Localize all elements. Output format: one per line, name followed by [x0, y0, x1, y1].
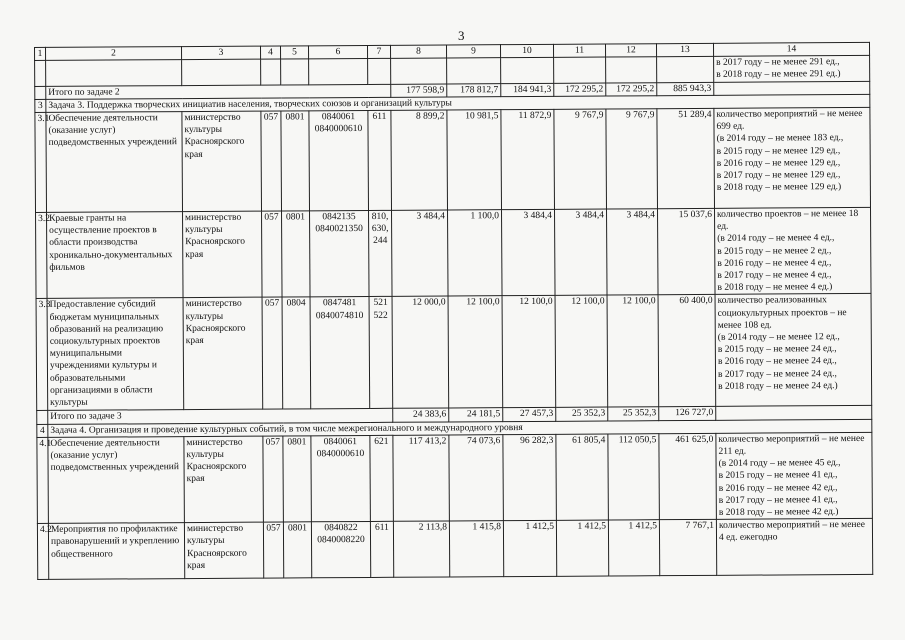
result-cell: в 2017 году – не менее 291 ед., в 2018 году – не менее 291 ед.) [714, 56, 870, 82]
header-col-5: 5 [280, 46, 308, 59]
vr-code: 611 [368, 110, 392, 210]
year-value: 7 767,1 [659, 520, 716, 576]
header-col-7: 7 [367, 45, 390, 58]
expected-result: количество мероприятий – не менее 211 ед. (в 2014 году – не менее 45 ед., в 2015 году – не менее 41 ед., в 2016 году – не менее 42 ед., в 2017 году – не менее 41 ед., в 2018 году – не менее 42 ед.) [716, 432, 873, 519]
year-value: 1 415,8 [449, 521, 503, 577]
empty-cell [447, 58, 501, 84]
year-value: 3 484,4 [392, 210, 449, 297]
empty-cell [554, 57, 606, 83]
row-number: 4.1 [37, 437, 49, 523]
empty-cell [368, 59, 391, 85]
empty-cell [309, 59, 368, 85]
year-value: 461 625,0 [659, 433, 717, 520]
task-title: Задача 3. Поддержка творческих инициатив населения, творческих союзов и организаций культуры [46, 94, 870, 112]
header-col-1: 1 [35, 47, 46, 60]
expected-result: количество реализованных социокультурных проектов – не менее 108 ед. (в 2014 году – не менее 12 ед., в 2015 году – не менее 24 ед., в 2016 году – не менее 24 ед., в 2017 году – не менее 24 ед., в 2018 году – не менее 24 ед.) [715, 294, 872, 407]
vr-code: 521 522 [369, 297, 393, 409]
year-value: 112 050,5 [608, 434, 660, 521]
year-value: 11 872,9 [501, 109, 555, 209]
empty-cell [261, 59, 281, 85]
task-title: Задача 4. Организация и проведение культурных событий, в том числе межрегионального и международного уровня [48, 419, 872, 437]
header-col-10: 10 [500, 44, 553, 58]
total-label: Итого по задаче 3 [48, 409, 393, 424]
rzpr-code: 0801 [283, 522, 311, 578]
empty-cell [46, 60, 182, 86]
year-value: 10 981,5 [447, 110, 502, 210]
expected-result: количество мероприятий – не менее 699 ед. (в 2014 году – не менее 183 ед., в 2015 году – не менее 129 ед., в 2016 году – не менее 129 ед., в 2017 году – не менее 129 ед., в 2018 году – не менее 129 ед.) [714, 107, 871, 208]
header-col-8: 8 [390, 45, 446, 59]
empty-cell [391, 58, 447, 84]
total-value: 885 943,3 [657, 82, 714, 96]
total-value: 25 352,3 [556, 407, 608, 421]
grbs-name: министерство культуры Красноярского края [183, 211, 263, 298]
empty-cell [35, 61, 46, 86]
total-value: 172 295,2 [606, 82, 657, 96]
row-3-1 [35, 107, 871, 212]
empty-cell [281, 59, 309, 85]
budget-table [34, 42, 873, 580]
csr-code: 0840822 0840008220 [311, 522, 370, 578]
vr-code: 611 [370, 522, 393, 578]
grbs-code: 057 [263, 436, 284, 523]
grbs-code: 057 [261, 111, 282, 211]
csr-code: 0840061 0840000610 [311, 435, 371, 522]
year-value: 1 412,5 [608, 520, 659, 576]
measure-name: Обеспечение деятельности (оказание услуг) подведомственных учреждений [46, 112, 183, 213]
header-col-3: 3 [182, 46, 261, 60]
rzpr-code: 0801 [283, 436, 312, 523]
vr-code: 621 [370, 435, 394, 522]
empty-cell [716, 406, 872, 420]
header-col-14: 14 [713, 42, 869, 56]
total-value: 126 727,0 [659, 407, 716, 421]
year-value: 74 073,6 [449, 434, 504, 521]
measure-name: Краевые гранты на осуществление проектов в области производства хроникально-документальных фильмов [47, 212, 184, 299]
year-value: 117 413,2 [393, 435, 450, 522]
year-value: 60 400,0 [658, 295, 716, 407]
header-col-4: 4 [260, 46, 280, 59]
empty-cell [37, 411, 48, 424]
year-value: 51 289,4 [657, 108, 715, 208]
year-value: 12 100,0 [607, 295, 659, 407]
row-number: 3.1 [35, 112, 47, 212]
year-value: 2 113,8 [393, 521, 449, 577]
empty-cell [35, 86, 46, 99]
year-value: 3 484,4 [502, 209, 556, 296]
total-value: 24 181,5 [449, 408, 503, 422]
page-number: 3 [458, 28, 465, 43]
expected-result: количество проектов – не менее 18 ед. (в 2014 году – не менее 4 ед., в 2015 году – не менее 2 ед., в 2016 году – не менее 4 ед., в 2017 году – не менее 4 ед., в 2018 году – не менее 4 ед.) [714, 207, 871, 294]
empty-cell [714, 81, 870, 95]
year-value: 12 100,0 [502, 296, 556, 408]
year-value: 1 412,5 [503, 521, 556, 577]
csr-code: 0840061 0840000610 [309, 110, 369, 210]
row-3-3 [36, 294, 872, 411]
row-number: 3.2 [36, 212, 48, 298]
empty-cell [182, 59, 261, 85]
vr-code: 810, 630, 244 [369, 210, 393, 297]
year-value: 9 767,9 [554, 109, 607, 209]
total-value: 172 295,2 [554, 83, 606, 97]
year-value: 12 000,0 [392, 296, 449, 408]
task-number: 4 [37, 424, 48, 437]
rzpr-code: 0801 [281, 111, 310, 211]
year-value: 3 484,4 [555, 209, 608, 296]
total-value: 27 457,3 [503, 408, 556, 422]
grbs-code: 057 [262, 297, 283, 409]
empty-cell [657, 57, 714, 83]
year-value: 96 282,3 [503, 434, 557, 521]
row-4-1 [37, 432, 873, 524]
total-value: 24 383,6 [393, 408, 449, 422]
table-body [35, 42, 873, 579]
year-value: 9 767,9 [606, 109, 658, 209]
year-value: 61 805,4 [556, 434, 609, 521]
rzpr-code: 0804 [282, 297, 311, 409]
year-value: 15 037,6 [657, 208, 715, 295]
empty-cell [606, 57, 657, 83]
grbs-name: министерство культуры Красноярского края [184, 436, 264, 523]
header-col-6: 6 [308, 45, 367, 59]
expected-result: количество мероприятий – не менее 4 ед. ежегодно [716, 519, 872, 576]
header-col-13: 13 [656, 43, 713, 57]
year-value: 1 412,5 [556, 520, 608, 576]
grbs-code: 057 [262, 211, 283, 298]
task-number: 3 [35, 99, 46, 112]
total-value: 184 941,3 [501, 83, 554, 97]
rzpr-code: 0801 [282, 211, 311, 298]
year-value: 12 100,0 [555, 295, 608, 407]
measure-name: Мероприятия по профилактике правонарушений и укреплению общественного [48, 523, 184, 580]
header-col-12: 12 [605, 44, 656, 58]
grbs-name: министерство культуры Красноярского края [182, 111, 262, 211]
year-value: 8 899,2 [391, 110, 448, 210]
csr-code: 0847481 0840074810 [310, 297, 370, 409]
total-label: Итого по задаче 2 [46, 84, 391, 99]
year-value: 3 484,4 [607, 209, 659, 296]
total-value: 178 812,7 [447, 83, 501, 97]
csr-code: 0842135 0840021350 [310, 210, 370, 297]
measure-name: Обеспечение деятельности (оказание услуг) подведомственных учреждений [48, 436, 185, 523]
row-3-2 [36, 207, 872, 299]
row-4-2 [37, 519, 872, 580]
total-value: 25 352,3 [608, 407, 659, 421]
row-number: 4.2 [37, 524, 48, 580]
empty-cell [501, 58, 554, 84]
year-value: 1 100,0 [448, 210, 503, 297]
row-number: 3.3 [36, 299, 48, 411]
header-col-9: 9 [446, 45, 500, 59]
header-col-2: 2 [46, 47, 182, 61]
grbs-name: министерство культуры Красноярского края [184, 522, 263, 578]
header-col-11: 11 [553, 44, 605, 58]
total-value: 177 598,9 [391, 84, 447, 98]
measure-name: Предоставление субсидий бюджетам муниципальных образований на реализацию социокультурных проектов муниципальными учреждениями культуры и образовательными организациями в области культуры [47, 298, 184, 411]
grbs-name: министерство культуры Красноярского края [183, 298, 263, 410]
year-value: 12 100,0 [448, 296, 503, 408]
grbs-code: 057 [263, 522, 283, 578]
